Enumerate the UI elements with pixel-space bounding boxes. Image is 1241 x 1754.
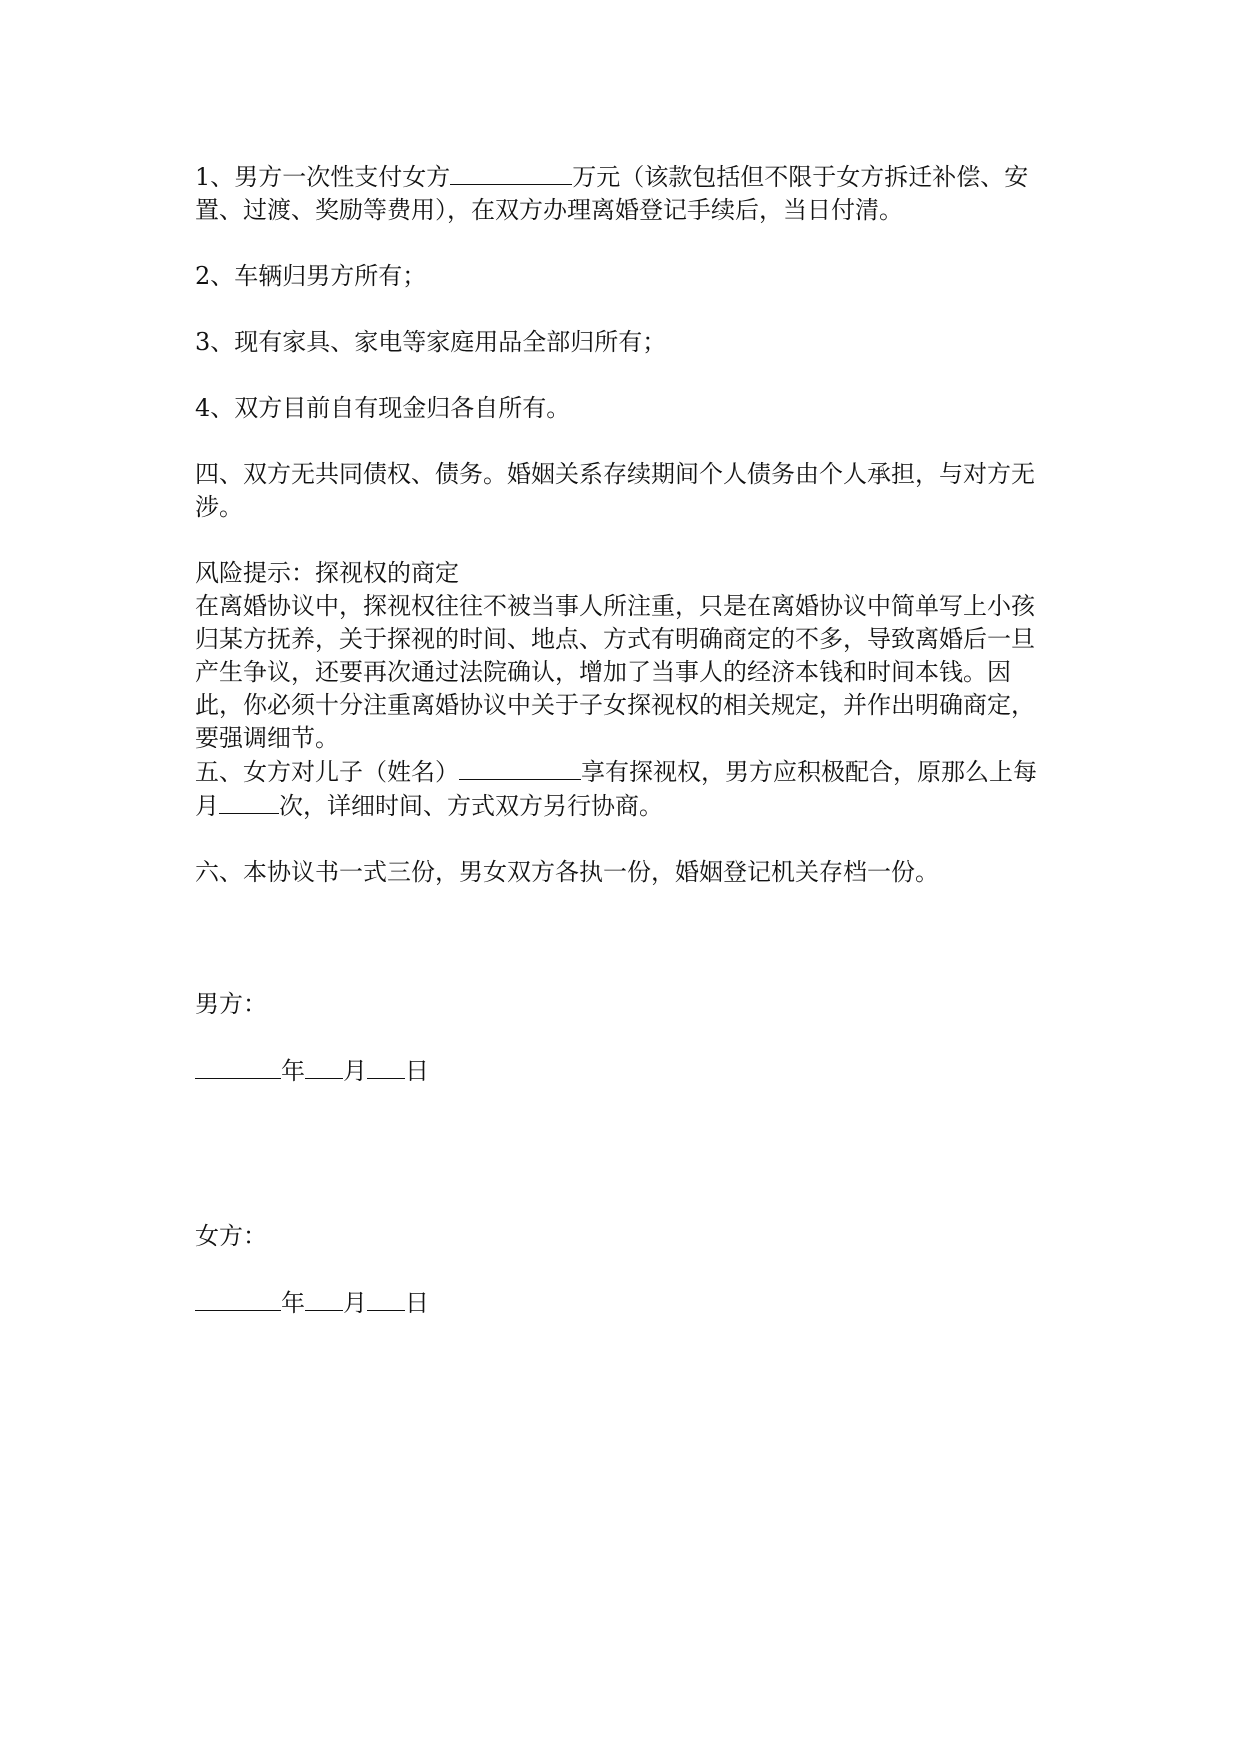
section-six: 六、本协议书一式三份，男女双方各执一份，婚姻登记机关存档一份。 xyxy=(195,858,939,886)
male-year-label: 年 xyxy=(281,1057,305,1085)
male-day-label: 日 xyxy=(405,1057,429,1085)
female-year-label: 年 xyxy=(281,1289,305,1317)
clause-1-prefix: 1、男方一次性支付女方 xyxy=(195,163,451,191)
female-month-blank xyxy=(305,1286,343,1311)
female-month-label: 月 xyxy=(343,1289,367,1317)
child-name-blank xyxy=(459,755,581,780)
clause-1 xyxy=(195,160,1055,227)
document-page xyxy=(195,160,1055,1320)
male-signature-label: 男方： xyxy=(195,990,267,1018)
risk-body: 在离婚协议中，探视权往往不被当事人所注重，只是在离婚协议中简单写上小孩归某方抚养，关于探视的时间、地点、方式有明确商定的不多，导致离婚后一旦产生争议，还要再次通过法院确认，增加了当事人的经济本钱和时间本钱。因此，你必须十分注重离婚协议中关于子女探视权的相关规定，并作出明确商定，要强调细节。 xyxy=(195,592,1035,752)
female-year-blank xyxy=(195,1286,281,1311)
section-five-prefix: 五、女方对儿子（姓名） xyxy=(195,758,459,786)
section-five-suffix: 次，详细时间、方式双方另行协商。 xyxy=(279,792,663,820)
clause-2: 2、车辆归男方所有； xyxy=(195,262,427,290)
male-month-blank xyxy=(305,1054,343,1079)
section-five xyxy=(195,755,1055,823)
female-date-line xyxy=(195,1286,1055,1320)
female-day-label: 日 xyxy=(405,1289,429,1317)
clause-3: 3、现有家具、家电等家庭用品全部归所有； xyxy=(195,328,667,356)
risk-heading: 风险提示：探视权的商定 xyxy=(195,559,459,587)
clause-4: 4、双方目前自有现金归各自所有。 xyxy=(195,394,571,422)
male-date-line xyxy=(195,1054,1055,1088)
female-day-blank xyxy=(367,1286,405,1311)
male-year-blank xyxy=(195,1054,281,1079)
clause-1-suffix: 万元（该款包括但不限于女方拆迁补偿、安置、过渡、奖励等费用），在双方办理离婚登记手续后，当日付清。 xyxy=(195,163,1029,224)
male-month-label: 月 xyxy=(343,1057,367,1085)
section-four: 四、双方无共同债权、债务。婚姻关系存续期间个人债务由个人承担，与对方无涉。 xyxy=(195,460,1035,521)
amount-blank xyxy=(450,160,572,185)
male-day-blank xyxy=(367,1054,405,1079)
visit-count-blank xyxy=(219,789,279,814)
section-five-middle: 享有探视权，男方应积极配合，原那么上每月 xyxy=(195,758,1037,820)
female-signature-label: 女方： xyxy=(195,1222,267,1250)
